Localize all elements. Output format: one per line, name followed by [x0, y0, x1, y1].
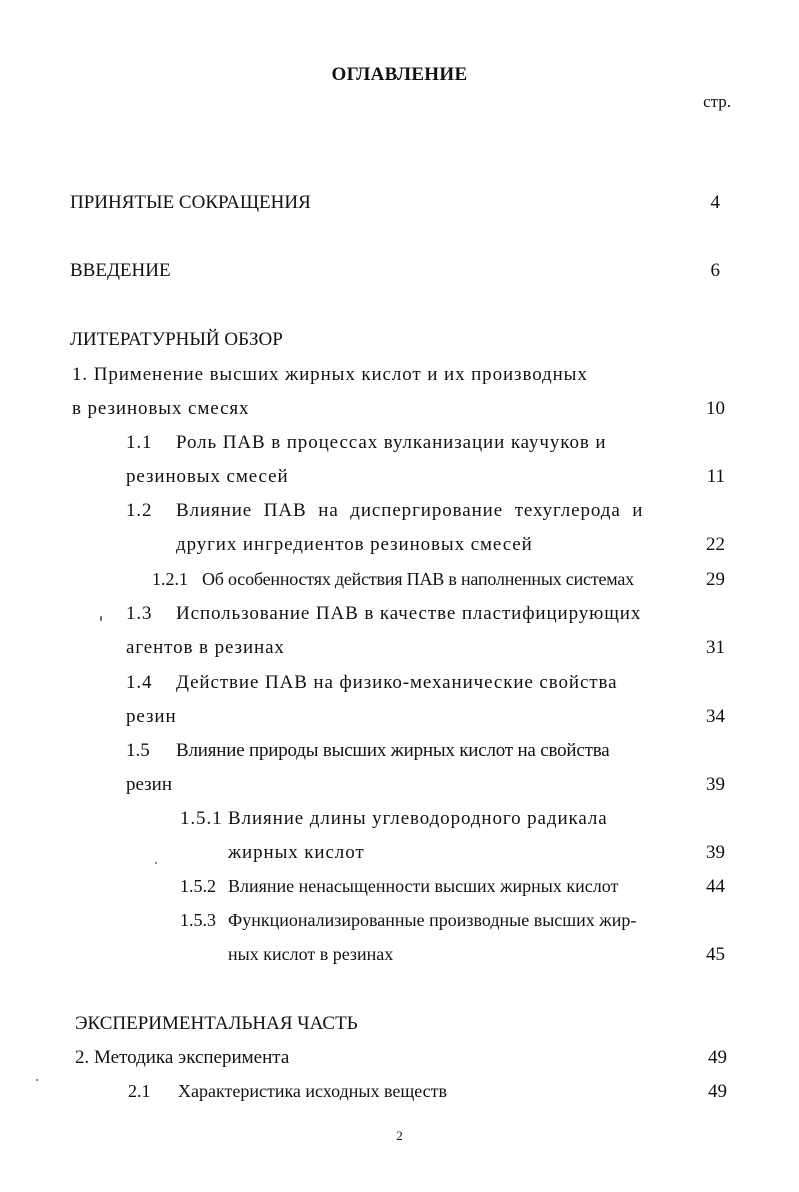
toc-1-5-1-number: 1.5.1: [180, 808, 223, 829]
toc-1-3-line1: Использование ПАВ в качестве пластифицирующих: [176, 603, 642, 624]
toc-1-3-number: 1.3: [126, 603, 153, 624]
toc-1-5-3-line1: Функционализированные производные высших жир-: [228, 910, 637, 930]
toc-1-4-page: 34: [706, 706, 725, 727]
toc-1-4-number: 1.4: [126, 672, 153, 693]
toc-1-2-line2: других ингредиентов резиновых смесей: [176, 534, 533, 555]
toc-1-5-3-number: 1.5.3: [180, 910, 216, 930]
toc-introduction: ВВЕДЕНИЕ: [70, 260, 171, 281]
toc-1-5-number: 1.5: [126, 740, 150, 761]
toc-abbreviations-page: 4: [710, 192, 720, 213]
toc-1-5-line1: Влияние природы высших жирных кислот на свойства: [176, 740, 610, 761]
toc-1-5-3-line2: ных кислот в резинах: [228, 944, 394, 964]
toc-1-1-number: 1.1: [126, 432, 153, 453]
page-column-label: стр.: [703, 92, 731, 111]
toc-1-5-2-number: 1.5.2: [180, 876, 216, 896]
toc-2-1-number: 2.1: [128, 1081, 151, 1101]
toc-2-1-page: 49: [708, 1081, 727, 1102]
toc-1-5-page: 39: [706, 774, 725, 795]
toc-1-3-line2: агентов в резинах: [126, 637, 285, 658]
toc-1-5-1-page: 39: [706, 842, 725, 863]
toc-1-1-line2: резиновых смесей: [126, 466, 289, 487]
toc-1-2-line1: Влияние ПАВ на диспергирование техуглерода и: [176, 500, 644, 521]
toc-1-5-3-page: 45: [706, 944, 725, 965]
toc-1-5-1-line2: жирных кислот: [228, 842, 365, 863]
toc-1-2-page: 22: [706, 534, 725, 555]
scan-speck: [36, 1079, 38, 1081]
toc-1-2-1-number: 1.2.1: [152, 569, 188, 589]
toc-1-1-line1: Роль ПАВ в процессах вулканизации каучуков и: [176, 432, 607, 453]
toc-1-2-1-page: 29: [706, 569, 725, 590]
toc-experimental-part: ЭКСПЕРИМЕНТАЛЬНАЯ ЧАСТЬ: [75, 1013, 358, 1034]
toc-1-5-2-line1: Влияние ненасыщенности высших жирных кислот: [228, 876, 619, 896]
toc-1-5-line2: резин: [126, 774, 173, 795]
footer-page-number: 2: [396, 1128, 403, 1143]
toc-chapter-1-line1: 1. Применение высших жирных кислот и их производных: [72, 364, 588, 385]
toc-chapter-2-page: 49: [708, 1047, 727, 1068]
toc-chapter-1-page: 10: [706, 398, 725, 419]
toc-literature-review: ЛИТЕРАТУРНЫЙ ОБЗОР: [70, 329, 283, 350]
scan-speck: [100, 616, 102, 621]
toc-1-4-line2: резин: [126, 706, 177, 727]
toc-chapter-1-line2: в резиновых смесях: [72, 398, 250, 419]
toc-1-1-page: 11: [706, 466, 725, 487]
toc-abbreviations: ПРИНЯТЫЕ СОКРАЩЕНИЯ: [70, 192, 311, 213]
toc-2-1-line1: Характеристика исходных веществ: [178, 1081, 448, 1101]
page-title: ОГЛАВЛЕНИЕ: [331, 64, 468, 85]
toc-1-5-1-line1: Влияние длины углеводородного радикала: [228, 808, 608, 829]
toc-introduction-page: 6: [710, 260, 720, 281]
toc-1-2-1-line1: Об особенностях действия ПАВ в наполненных системах: [202, 569, 634, 589]
scan-speck: [155, 862, 157, 864]
toc-1-4-line1: Действие ПАВ на физико-механические свойства: [176, 672, 618, 693]
toc-1-2-number: 1.2: [126, 500, 153, 521]
toc-1-3-page: 31: [706, 637, 725, 658]
toc-chapter-2: 2. Методика эксперимента: [75, 1047, 290, 1068]
toc-1-5-2-page: 44: [706, 876, 725, 897]
